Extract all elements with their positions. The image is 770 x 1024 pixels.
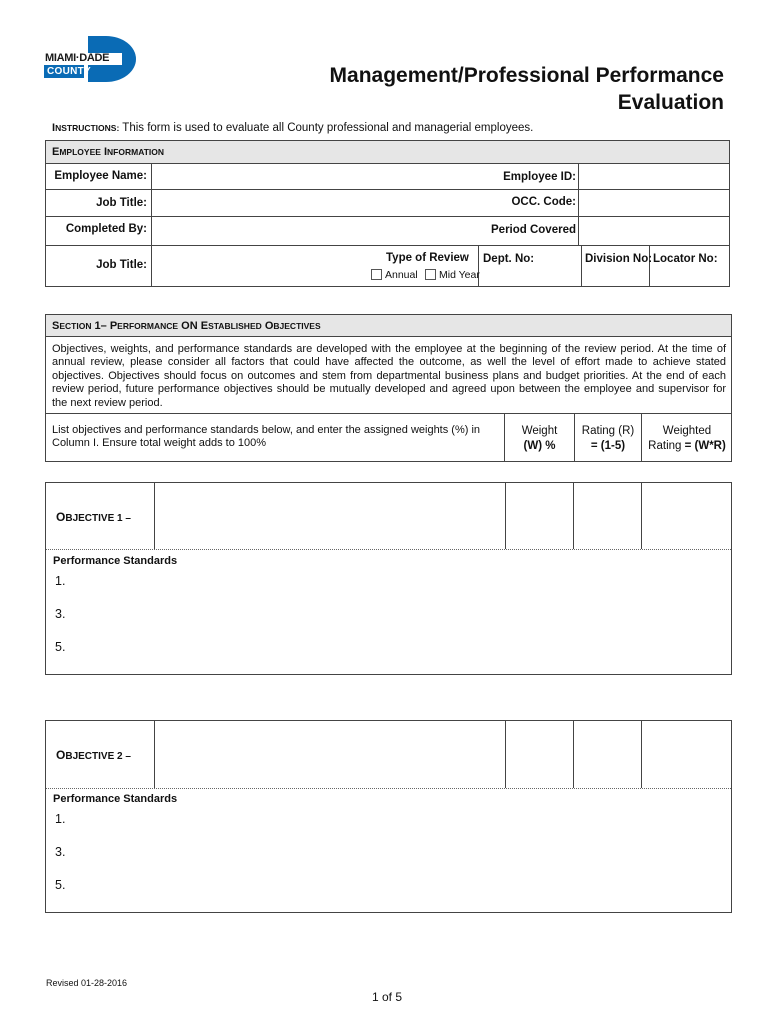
annual-label: Annual	[385, 269, 418, 281]
objective-1-rating-field[interactable]	[574, 484, 640, 548]
instructions-text: This form is used to evaluate all County professional and managerial employees.	[122, 122, 534, 134]
rating-column-header	[575, 424, 641, 454]
objective-1-weight-field[interactable]	[506, 484, 572, 548]
s1-stablished: STABLISHED	[208, 321, 262, 331]
employee-name-label: Employee Name:	[54, 170, 147, 182]
mid-year-option[interactable]	[425, 269, 480, 281]
employee-info-header	[46, 141, 729, 164]
period-covered-label: Period Covered	[491, 224, 576, 236]
weight-column-header	[505, 424, 574, 454]
weight-line1: Weight	[521, 425, 558, 437]
objective-1-label-o: O	[56, 510, 66, 524]
objective-2-label	[56, 746, 131, 764]
period-covered-field[interactable]	[580, 218, 728, 243]
job-title-label: Job Title:	[96, 197, 147, 209]
objective-1-standard-5: 5.	[55, 640, 66, 654]
employee-id-label: Employee ID:	[503, 171, 576, 183]
occ-code-label: OCC. Code:	[511, 196, 576, 208]
hdr-nformation: NFORMATION	[107, 147, 165, 157]
completed-by-label: Completed By:	[65, 223, 147, 235]
logo-top-text: MIAMI·DADE	[45, 52, 110, 64]
job-title-2-field[interactable]	[153, 247, 365, 285]
s1-s: S	[52, 320, 60, 332]
locator-no-label: Locator No:	[653, 253, 718, 265]
objective-2-label-o: O	[56, 748, 66, 762]
job-title-field[interactable]	[153, 191, 473, 214]
weight-line2: (W) %	[523, 440, 556, 452]
page-number: 1 of 5	[372, 990, 403, 1004]
objective-1-label-rest: BJECTIVE 1 –	[65, 513, 131, 524]
section1-header	[46, 315, 731, 337]
occ-code-field[interactable]	[580, 191, 728, 214]
hdr-mployee: MPLOYEE	[59, 147, 101, 157]
dept-no-label: Dept. No:	[483, 253, 535, 265]
employee-id-field[interactable]	[580, 166, 728, 187]
weighted-line2-b: = (W*R)	[684, 440, 726, 452]
objective-1-weighted-field[interactable]	[642, 484, 731, 548]
completed-by-field[interactable]	[153, 218, 473, 243]
s1-ection: ECTION	[59, 321, 92, 331]
objective-2-weight-field[interactable]	[506, 722, 572, 787]
list-instructions: List objectives and performance standards below, and enter the assigned weights (%) in Column I. Ensure total weight adds to 100%	[52, 424, 481, 449]
s1-e: E	[197, 320, 209, 332]
objective-1-standard-1: 1.	[55, 574, 66, 588]
weighted-line1: Weighted	[662, 425, 712, 437]
objective-2-weighted-field[interactable]	[642, 722, 731, 787]
revised-date: Revised 01-28-2016	[46, 978, 128, 988]
objective-2-standard-5: 5.	[55, 878, 66, 892]
weighted-line2-a: Rating	[648, 440, 685, 452]
objective-1-standard-3: 3.	[55, 607, 66, 621]
s1-erformance: ERFORMANCE	[117, 321, 179, 331]
type-of-review-label: Type of Review	[386, 252, 469, 264]
county-logo	[44, 36, 136, 82]
s1-num: 1–	[91, 320, 110, 332]
objective-2-standards-label: Performance Standards	[53, 793, 178, 805]
weighted-rating-column-header	[642, 424, 732, 454]
mid-year-label: Mid Year	[439, 269, 480, 281]
rating-line2: = (1-5)	[590, 440, 626, 452]
page-title-line1: Management/Professional Performance	[329, 64, 724, 87]
s1-o: O	[178, 320, 190, 332]
s1-o2: O	[261, 320, 274, 332]
logo-bottom-text: COUNTY	[47, 66, 92, 77]
s1-n: N	[189, 320, 198, 332]
objective-2-label-rest: BJECTIVE 2 –	[65, 751, 131, 762]
annual-option[interactable]	[371, 269, 418, 281]
hdr-e: E	[52, 146, 60, 158]
objective-2-rating-field[interactable]	[574, 722, 640, 787]
annual-checkbox[interactable]	[371, 269, 382, 280]
rating-line1: Rating (R)	[581, 425, 635, 437]
instructions	[52, 122, 533, 134]
hdr-i: I	[103, 146, 108, 158]
objective-2-text-field[interactable]	[155, 722, 504, 787]
instructions-label-first: I	[52, 122, 56, 134]
objective-2-standard-3: 3.	[55, 845, 66, 859]
s1-bjectives: BJECTIVES	[273, 321, 321, 331]
objective-1-standards-label: Performance Standards	[53, 555, 178, 567]
section1-paragraph: Objectives, weights, and performance standards are developed with the employee at the beginning of the review period. At the time of annual review, please consider all factors that could have affected the outcome, as well the level of effort made to achieve stated objectives. Objectives should focus on outcomes and stem from departmental business plans and budget priorities. At the end of each review period, future performance objectives should be mutually developed and agreed upon between the employee and supervisor for the next review period.	[52, 343, 726, 409]
s1-p: P	[109, 320, 118, 332]
employee-name-field[interactable]	[153, 166, 473, 187]
division-no-label: Division No:	[585, 253, 653, 265]
page-title-line2: Evaluation	[617, 91, 724, 114]
instructions-label-rest: NSTRUCTIONS:	[55, 123, 120, 133]
job-title-2-label: Job Title:	[96, 259, 147, 271]
objective-2-standard-1: 1.	[55, 812, 66, 826]
mid-year-checkbox[interactable]	[425, 269, 436, 280]
objective-1-label	[56, 508, 131, 526]
objective-1-text-field[interactable]	[155, 484, 504, 548]
